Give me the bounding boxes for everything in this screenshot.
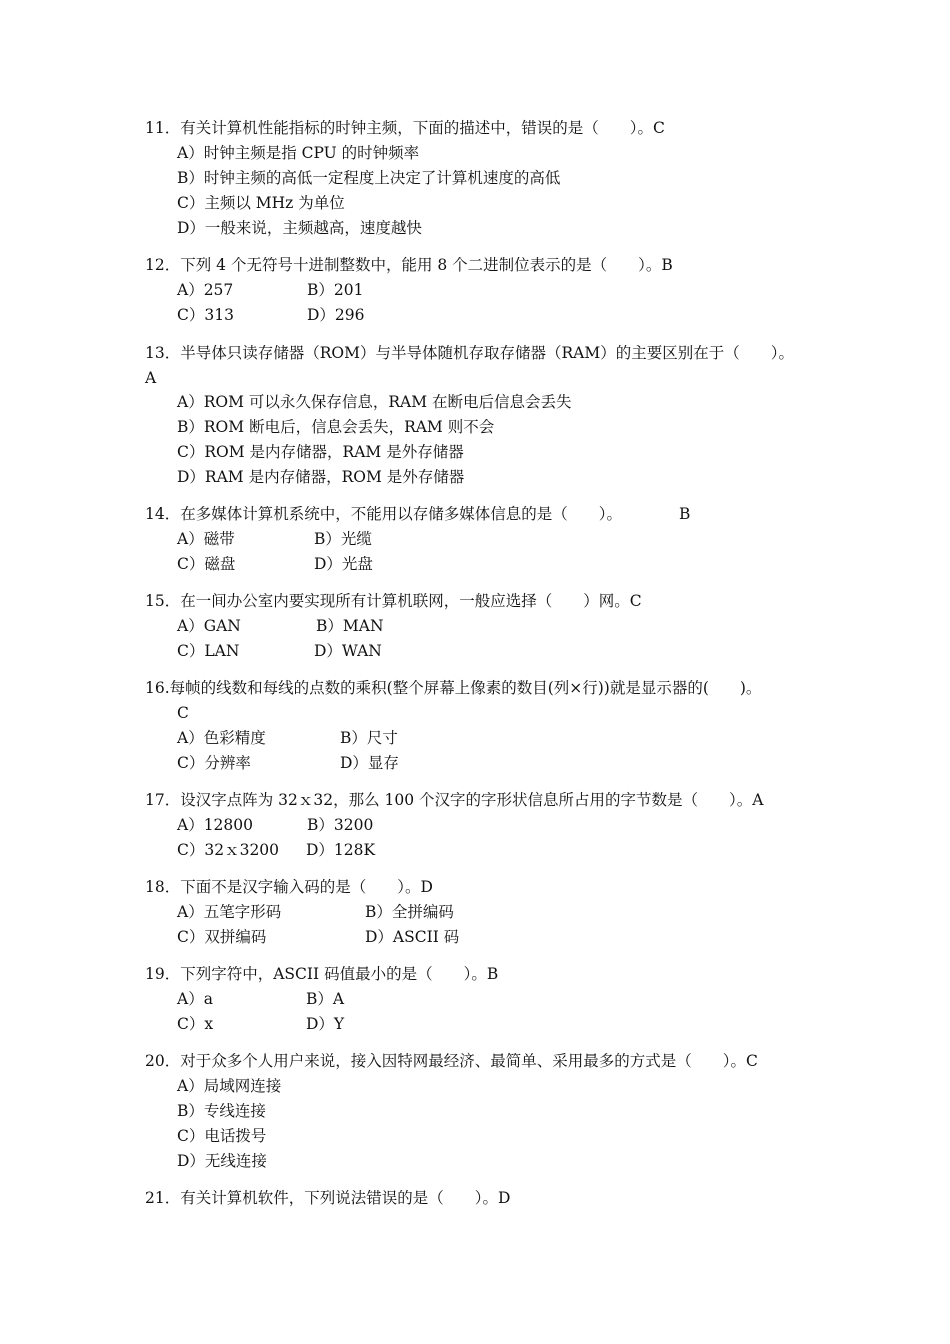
question-15: 15．在一间办公室内要实现所有计算机联网，一般应选择（ ）网。C <box>145 592 642 610</box>
question-11-option-a: A）时钟主频是指 CPU 的时钟频率 <box>177 144 420 162</box>
question-20-option-d: D）无线连接 <box>177 1152 267 1170</box>
question-16-option-b: B）尺寸 <box>340 729 398 747</box>
question-16-option-a: A）色彩精度 <box>177 729 266 747</box>
question-15-option-a: A）GAN <box>177 617 241 635</box>
question-12: 12．下列 4 个无符号十进制整数中，能用 8 个二进制位表示的是（ ）。B <box>145 256 673 274</box>
question-20-option-b: B）专线连接 <box>177 1102 266 1120</box>
question-18: 18．下面不是汉字输入码的是（ ）。D <box>145 878 433 896</box>
question-12-option-d: D）296 <box>307 306 365 324</box>
question-18-option-d: D）ASCII 码 <box>365 928 460 946</box>
question-13-option-b: B）ROM 断电后，信息会丢失，RAM 则不会 <box>177 418 495 436</box>
question-18-option-a: A）五笔字形码 <box>177 903 282 921</box>
question-17-option-a: A）12800 <box>177 816 254 834</box>
question-19-option-c: C）x <box>177 1015 214 1033</box>
question-14-option-b: B）光缆 <box>314 530 372 548</box>
question-14-option-d: D）光盘 <box>314 555 373 573</box>
question-19-option-b: B）A <box>306 990 345 1008</box>
question-17-option-d: D）128K <box>306 841 376 859</box>
question-12-option-c: C）313 <box>177 306 234 324</box>
question-20-option-c: C）电话拨号 <box>177 1127 267 1145</box>
question-18-option-b: B）全拼编码 <box>365 903 454 921</box>
question-15-option-d: D）WAN <box>314 642 382 660</box>
question-15-option-b: B）MAN <box>316 617 384 635</box>
question-13-answer: A <box>145 369 157 387</box>
question-20-option-a: A）局域网连接 <box>177 1077 282 1095</box>
question-16-answer: C <box>177 704 189 722</box>
question-13-option-d: D）RAM 是内存储器，ROM 是外存储器 <box>177 468 465 486</box>
question-18-option-c: C）双拼编码 <box>177 928 267 946</box>
question-20: 20．对于众多个人用户来说，接入因特网最经济、最简单、采用最多的方式是（ ）。C <box>145 1052 758 1070</box>
question-14-option-a: A）磁带 <box>177 530 235 548</box>
question-12-option-b: B）201 <box>307 281 364 299</box>
question-12-option-a: A）257 <box>177 281 234 299</box>
question-16-option-d: D）显存 <box>340 754 399 772</box>
question-11-option-b: B）时钟主频的高低一定程度上决定了计算机速度的高低 <box>177 169 561 187</box>
question-15-option-c: C）LAN <box>177 642 240 660</box>
question-19: 19．下列字符中，ASCII 码值最小的是（ ）。B <box>145 965 499 983</box>
question-16-option-c: C）分辨率 <box>177 754 251 772</box>
question-21: 21．有关计算机软件，下列说法错误的是（ ）。D <box>145 1189 511 1207</box>
question-14-option-c: C）磁盘 <box>177 555 236 573</box>
question-13-option-a: A）ROM 可以永久保存信息，RAM 在断电后信息会丢失 <box>177 393 572 411</box>
question-14-answer: B <box>679 505 691 523</box>
question-17-option-c: C）32ｘ3200 <box>177 841 280 859</box>
question-11-option-d: D）一般来说，主频越高，速度越快 <box>177 219 422 237</box>
question-17: 17．设汉字点阵为 32ｘ32，那么 100 个汉字的字形状信息所占用的字节数是（ ）。A <box>145 791 764 809</box>
question-11-option-c: C）主频以 MHz 为单位 <box>177 194 345 212</box>
question-13: 13．半导体只读存储器（ROM）与半导体随机存取存储器（RAM）的主要区别在于（ ）。 <box>145 344 794 362</box>
question-14: 14．在多媒体计算机系统中，不能用以存储多媒体信息的是（ ）。 <box>145 505 622 523</box>
question-11: 11．有关计算机性能指标的时钟主频，下面的描述中，错误的是（ ）。C <box>145 119 665 137</box>
question-19-option-a: A）a <box>177 990 213 1008</box>
question-13-option-c: C）ROM 是内存储器，RAM 是外存储器 <box>177 443 464 461</box>
question-19-option-d: D）Y <box>306 1015 345 1033</box>
question-17-option-b: B）3200 <box>307 816 374 834</box>
question-16: 16.每帧的线数和每线的点数的乘积(整个屏幕上像素的数目(列×行))就是显示器的( )。 <box>145 679 762 697</box>
